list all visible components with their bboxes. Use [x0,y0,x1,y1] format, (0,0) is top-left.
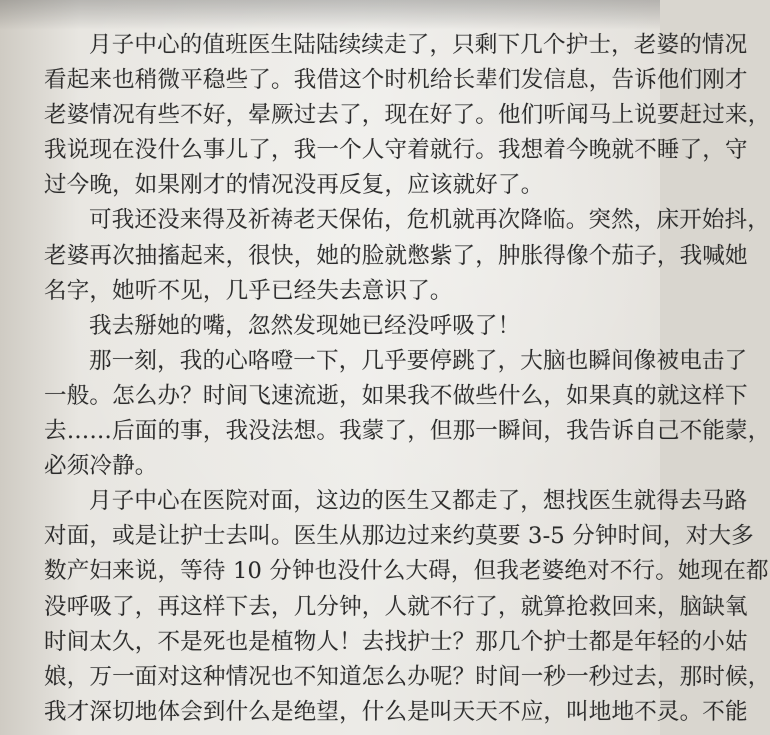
text-line: 一般。怎么办？时间飞速流逝，如果我不做些什么，如果真的就这样下 [44,382,748,409]
text-line: 没呼吸了，再这样下去，几分钟，人就不行了，就算抢救回来，脑缺氧 [44,593,748,620]
text-line: 时间太久，不是死也是植物人！去找护士？那几个护士都是年轻的小姑 [44,628,748,655]
text-line: 必须冷静。 [44,453,158,480]
text-line: 我才深切地体会到什么是绝望，什么是叫天天不应，叫地地不灵。不能 [44,698,748,725]
text-line: 去……后面的事，我没法想。我蒙了，但那一瞬间，我告诉自己不能蒙， [44,418,770,445]
text-line: 对面，或是让护士去叫。医生从那边过来约莫要 3-5 分钟时间，对大多 [44,523,754,550]
text-line: 数产妇来说，等待 10 分钟也没什么大碍，但我老婆绝对不行。她现在都 [44,558,769,585]
bleed-through-shadow [0,0,660,30]
text-line: 名字，她听不见，几乎已经失去意识了。 [44,277,453,304]
text-line: 我去掰她的嘴，忽然发现她已经没呼吸了！ [89,312,521,339]
text-line: 看起来也稍微平稳些了。我借这个时机给长辈们发信息，告诉他们刚才 [44,67,748,94]
text-line: 老婆情况有些不好，晕厥过去了，现在好了。他们听闻马上说要赶过来， [44,102,770,129]
text-line: 可我还没来得及祈祷老天保佑，危机就再次降临。突然，床开始抖， [89,207,770,234]
text-line: 那一刻，我的心咯噔一下，几乎要停跳了，大脑也瞬间像被电击了 [89,347,748,374]
text-line: 过今晚，如果刚才的情况没再反复，应该就好了。 [44,172,544,199]
body-text [44,28,770,730]
text-line: 娘，万一面对这种情况也不知道怎么办呢？时间一秒一秒过去，那时候， [44,663,770,690]
text-line: 月子中心的值班医生陆陆续续走了，只剩下几个护士，老婆的情况 [89,32,748,58]
text-line: 月子中心在医院对面，这边的医生又都走了，想找医生就得去马路 [89,488,748,515]
text-line: 老婆再次抽搐起来，很快，她的脸就憋紫了，肿胀得像个茄子，我喊她 [44,242,748,269]
text-line: 我说现在没什么事儿了，我一个人守着就行。我想着今晚就不睡了，守 [44,137,748,164]
